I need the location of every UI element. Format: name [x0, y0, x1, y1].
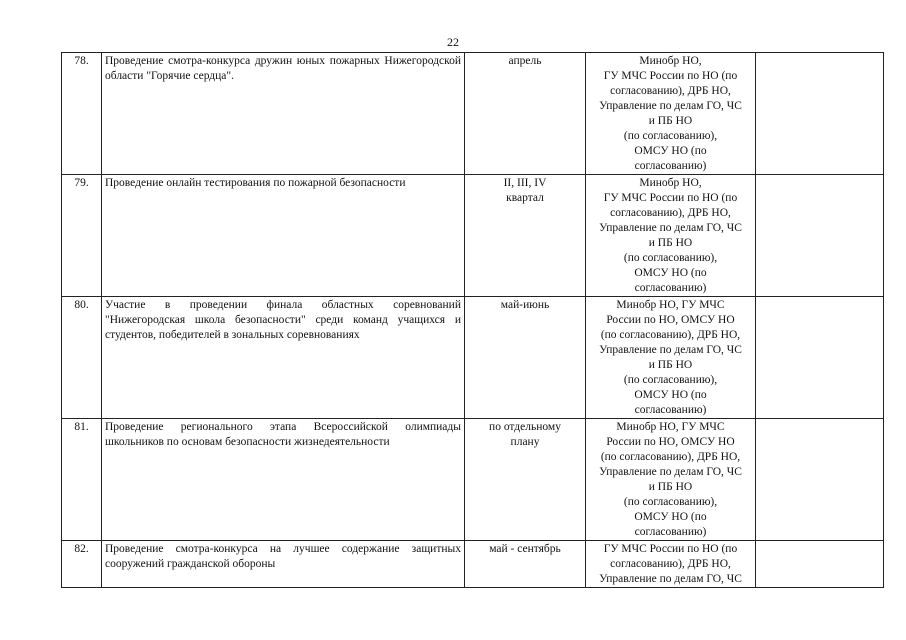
executor-line: ГУ МЧС России по НО (по: [603, 192, 738, 204]
event-term: [465, 175, 586, 297]
executor-line: Управление по делам ГО, ЧС: [599, 573, 742, 585]
executor-line: (по согласованию), ДРБ НО,: [600, 329, 741, 341]
executor-line: Управление по делам ГО, ЧС: [599, 466, 742, 478]
executor-line: и ПБ НО: [648, 237, 693, 249]
executor-line: согласованию): [634, 160, 707, 172]
executor-line: Управление по делам ГО, ЧС: [599, 100, 742, 112]
event-name: Участие в проведении финала областных соревнований "Нижегородская школа безопасности" среди команд учащихся и студентов, победителей в зональных соревнованиях: [102, 297, 465, 419]
executor-line: ГУ МЧС России по НО (по: [603, 70, 738, 82]
executor-line: Минобр НО,: [639, 177, 702, 189]
table-row: [62, 175, 884, 297]
events-table-body: [62, 53, 884, 588]
term-line: по отдельному: [489, 421, 561, 433]
term-line: май - сентябрь: [489, 543, 561, 555]
row-number: 81.: [62, 419, 102, 541]
executor-line: ОМСУ НО (по: [634, 145, 707, 157]
term-line: апрель: [508, 55, 542, 67]
page-number: 22: [447, 35, 459, 49]
executor-line: ОМСУ НО (по: [634, 389, 707, 401]
event-name: Проведение онлайн тестирования по пожарной безопасности: [102, 175, 465, 297]
executor-line: (по согласованию),: [623, 374, 718, 386]
term-line: квартал: [506, 192, 544, 204]
executor-line: Управление по делам ГО, ЧС: [599, 344, 742, 356]
executor-line: (по согласованию), ДРБ НО,: [600, 451, 741, 463]
executor-line: Управление по делам ГО, ЧС: [599, 222, 742, 234]
row-number: 82.: [62, 541, 102, 588]
executor-line: и ПБ НО: [648, 359, 693, 371]
executor-line: ГУ МЧС России по НО (по: [603, 543, 738, 555]
table-row: [62, 541, 884, 588]
term-line: II, III, IV: [503, 177, 547, 189]
table-row: [62, 297, 884, 419]
executor-line: согласованию), ДРБ НО,: [610, 207, 731, 219]
executor-line: России по НО, ОМСУ НО: [606, 314, 735, 326]
row-number: 80.: [62, 297, 102, 419]
event-note: [756, 419, 884, 541]
term-line: плану: [510, 436, 540, 448]
executor-line: и ПБ НО: [648, 481, 693, 493]
executor-line: Минобр НО, ГУ МЧС: [616, 421, 725, 433]
event-term: [465, 541, 586, 588]
row-number: 78.: [62, 53, 102, 175]
executor-line: согласованию): [634, 404, 707, 416]
executor-line: России по НО, ОМСУ НО: [606, 436, 735, 448]
event-executors: [586, 297, 756, 419]
executor-line: (по согласованию),: [623, 130, 718, 142]
event-note: [756, 175, 884, 297]
executor-line: ОМСУ НО (по: [634, 511, 707, 523]
event-name: Проведение смотра-конкурса дружин юных пожарных Нижегородской области "Горячие сердца".: [102, 53, 465, 175]
event-term: [465, 419, 586, 541]
executor-line: согласованию): [634, 282, 707, 294]
executor-line: и ПБ НО: [648, 115, 693, 127]
table-row: [62, 53, 884, 175]
events-table: [61, 52, 884, 588]
event-executors: [586, 541, 756, 588]
event-note: [756, 297, 884, 419]
event-executors: [586, 175, 756, 297]
term-line: май-июнь: [500, 299, 550, 311]
event-executors: [586, 53, 756, 175]
event-term: [465, 53, 586, 175]
executor-line: Минобр НО,: [639, 55, 702, 67]
executor-line: (по согласованию),: [623, 252, 718, 264]
event-executors: [586, 419, 756, 541]
table-row: [62, 419, 884, 541]
executor-line: согласованию), ДРБ НО,: [610, 558, 731, 570]
row-number: 79.: [62, 175, 102, 297]
event-term: [465, 297, 586, 419]
executor-line: ОМСУ НО (по: [634, 267, 707, 279]
executor-line: Минобр НО, ГУ МЧС: [616, 299, 725, 311]
executor-line: согласованию), ДРБ НО,: [610, 85, 731, 97]
event-note: [756, 53, 884, 175]
event-name: Проведение регионального этапа Всероссийской олимпиады школьников по основам безопасности жизнедеятельности: [102, 419, 465, 541]
event-note: [756, 541, 884, 588]
executor-line: согласованию): [634, 526, 707, 538]
event-name: Проведение смотра-конкурса на лучшее содержание защитных сооружений гражданской обороны: [102, 541, 465, 588]
executor-line: (по согласованию),: [623, 496, 718, 508]
